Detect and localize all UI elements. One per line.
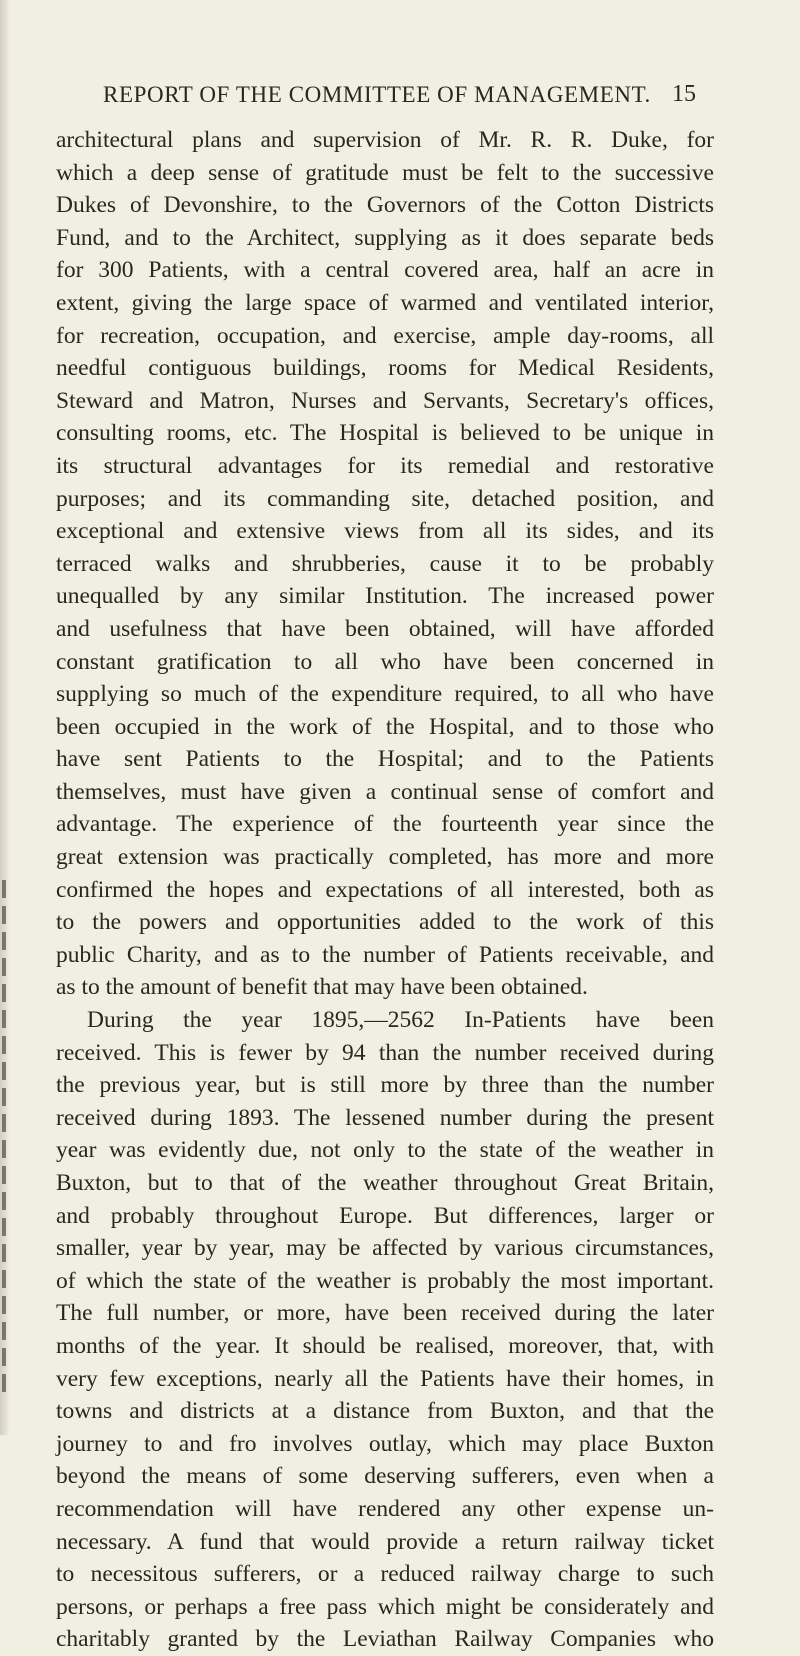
text-line: journey to and fro involves outlay, which may place Buxton [56, 1430, 714, 1457]
text-line: consulting rooms, etc. The Hospital is believed to be unique in [56, 420, 714, 447]
text-line: constant gratification to all who have been concerned in [56, 648, 714, 675]
text-line: persons, or perhaps a free pass which might be considerately and [56, 1593, 714, 1620]
text-line: for recreation, occupation, and exercise, ample day-rooms, all [56, 322, 714, 349]
text-line: and usefulness that have been obtained, will have afforded [56, 615, 714, 642]
text-line: year was evidently due, not only to the state of the weather in [56, 1137, 714, 1164]
text-line: themselves, must have given a continual sense of comfort and [56, 778, 714, 805]
text-line: very few exceptions, nearly all the Patients have their homes, in [56, 1365, 714, 1392]
text-line: received. This is fewer by 94 than the number received during [56, 1039, 714, 1066]
text-line: During the year 1895,—2562 In-Patients have been [87, 1007, 714, 1034]
text-line: its structural advantages for its remedial and restorative [56, 452, 714, 479]
text-line: advantage. The experience of the fourteenth year since the [56, 811, 714, 838]
text-line: unequalled by any similar Institution. The increased power [56, 583, 714, 610]
body-text [56, 124, 714, 1656]
text-line: purposes; and its commanding site, detached position, and [56, 485, 714, 512]
text-line: necessary. A fund that would provide a return railway ticket [56, 1528, 714, 1555]
text-line: Fund, and to the Architect, supplying as it does separate beds [56, 224, 714, 251]
text-line: and probably throughout Europe. But differences, larger or [56, 1202, 714, 1229]
text-line: great extension was practically completed, has more and more [56, 844, 714, 871]
text-line: confirmed the hopes and expectations of all interested, both as [56, 876, 714, 903]
text-line: the previous year, but is still more by three than the number [56, 1072, 714, 1099]
text-line: to the powers and opportunities added to the work of this [56, 909, 714, 936]
text-line: have sent Patients to the Hospital; and to the Patients [56, 746, 714, 773]
text-line: of which the state of the weather is probably the most important. [56, 1267, 714, 1294]
text-line: Steward and Matron, Nurses and Servants, Secretary's offices, [56, 387, 714, 414]
text-line: public Charity, and as to the number of Patients receivable, and [56, 941, 714, 968]
text-line: for 300 Patients, with a central covered area, half an acre in [56, 257, 714, 284]
binding-gutter-marks [2, 880, 6, 1400]
text-line: Dukes of Devonshire, to the Governors of the Cotton Districts [56, 192, 714, 219]
text-line: as to the amount of benefit that may have been obtained. [56, 974, 588, 1001]
text-line: extent, giving the large space of warmed and ventilated interior, [56, 289, 714, 316]
running-head: REPORT OF THE COMMITTEE OF MANAGEMENT. [103, 82, 651, 107]
text-line: months of the year. It should be realised, moreover, that, with [56, 1332, 714, 1359]
text-line: been occupied in the work of the Hospital, and to those who [56, 713, 714, 740]
text-line: architectural plans and supervision of Mr. R. R. Duke, for [56, 127, 714, 153]
text-line: beyond the means of some deserving sufferers, even when a [56, 1463, 714, 1490]
text-line: exceptional and extensive views from all its sides, and its [56, 518, 714, 545]
text-line: supplying so much of the expenditure required, to all who have [56, 681, 714, 708]
text-line: needful contiguous buildings, rooms for Medical Residents, [56, 355, 714, 382]
text-line: which a deep sense of gratitude must be felt to the successive [56, 159, 714, 186]
text-line: The full number, or more, have been received during the later [56, 1300, 714, 1327]
text-line: charitably granted by the Leviathan Railway Companies who [56, 1626, 714, 1653]
text-line: recommendation will have rendered any other expense un- [56, 1495, 714, 1522]
text-line: towns and districts at a distance from Buxton, and that the [56, 1398, 714, 1425]
text-line: received during 1893. The lessened number during the present [56, 1104, 714, 1131]
text-line: Buxton, but to that of the weather throughout Great Britain, [56, 1170, 714, 1196]
text-line: to necessitous sufferers, or a reduced railway charge to such [56, 1561, 714, 1588]
page-number: 15 [672, 81, 696, 107]
text-line: smaller, year by year, may be affected by various circumstances, [56, 1235, 714, 1262]
text-line: terraced walks and shrubberies, cause it to be probably [56, 550, 714, 577]
